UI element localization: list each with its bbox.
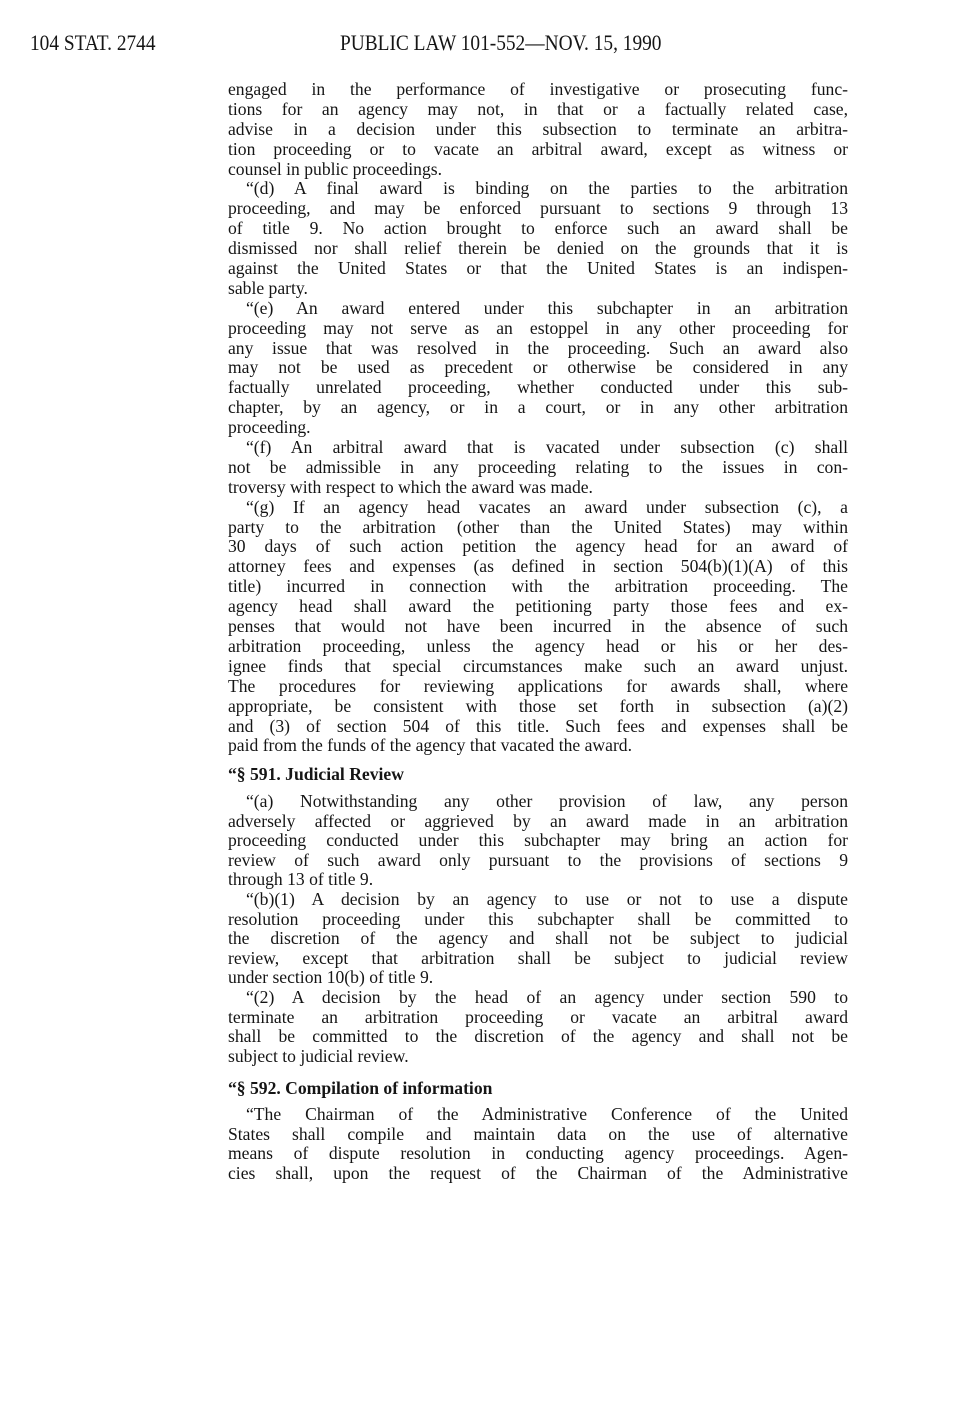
text-line: proceeding conducted under this subchapter may bring an action for	[228, 830, 848, 851]
text-line: chapter, by an agency, or in a court, or in any other arbitration	[228, 397, 848, 418]
text-line: advise in a decision under this subsection to terminate an arbitra-	[228, 118, 848, 139]
paragraph	[228, 792, 848, 890]
text-line: factually unrelated proceeding, whether conducted under this sub-	[228, 377, 848, 398]
text-block-591	[228, 792, 848, 1066]
text-line: through 13 of title 9.	[228, 869, 374, 890]
paragraph	[228, 80, 848, 179]
text-line: terminate an arbitration proceeding or vacate an arbitral award	[228, 1006, 848, 1027]
text-line: review of such award only pursuant to the provisions of sections 9	[228, 849, 848, 870]
running-header: PUBLIC LAW 101-552—NOV. 15, 1990	[340, 30, 662, 55]
text-line: dismissed nor shall relief therein be denied on the grounds that it is	[228, 238, 848, 259]
text-line: attorney fees and expenses (as defined in section 504(b)(1)(A) of this	[228, 556, 848, 577]
text-line: “(b)(1) A decision by an agency to use or not to use a dispute	[246, 888, 848, 909]
text-line: proceeding may not serve as an estoppel in any other proceeding for	[228, 317, 848, 338]
paragraph	[228, 179, 848, 298]
text-block-590-continued	[228, 80, 848, 756]
text-line: review, except that arbitration shall be subject to judicial review	[228, 947, 848, 968]
text-line: adversely affected or aggrieved by an award made in an arbitration	[228, 810, 848, 831]
text-line: may not be used as precedent or otherwise be considered in any	[228, 357, 848, 378]
text-line: States shall compile and maintain data on the use of alternative	[228, 1123, 848, 1144]
paragraph	[228, 1105, 848, 1183]
text-line: and (3) of section 504 of this title. Such fees and expenses shall be	[228, 715, 848, 736]
text-line: title) incurred in connection with the arbitration proceeding. The	[228, 576, 848, 597]
section-heading-592: “§ 592. Compilation of information	[228, 1078, 493, 1098]
text-line: not be admissible in any proceeding relating to the issues in con-	[228, 456, 848, 477]
text-line: “(a) Notwithstanding any other provision of law, any person	[246, 791, 848, 811]
text-line: proceeding, and may be enforced pursuant to sections 9 through 13	[228, 198, 848, 219]
text-line: penses that would not have been incurred in the absence of such	[228, 616, 848, 637]
text-line: engaged in the performance of investigative or prosecuting func-	[228, 79, 848, 99]
paragraph	[228, 299, 848, 438]
text-line: “(2) A decision by the head of an agency under section 590 to	[246, 986, 848, 1007]
text-line: under section 10(b) of title 9.	[228, 967, 434, 988]
text-line: “The Chairman of the Administrative Conference of the United	[246, 1104, 848, 1124]
text-line: counsel in public proceedings.	[228, 158, 443, 179]
text-line: tions for an agency may not, in that or a factually related case,	[228, 98, 848, 119]
text-line: resolution proceeding under this subchapter shall be committed to	[228, 908, 848, 929]
paragraph	[228, 498, 848, 757]
text-line: tion proceeding or to vacate an arbitral award, except as witness or	[228, 138, 848, 159]
text-line: against the United States or that the United States is an indispen-	[228, 258, 848, 279]
text-line: the discretion of the agency and shall not be subject to judicial	[228, 928, 848, 949]
text-line: ignee finds that special circumstances make such an award unjust.	[228, 655, 848, 676]
paragraph	[228, 890, 848, 988]
text-line: proceeding.	[228, 417, 311, 438]
text-line: arbitration proceeding, unless the agency head or his or her des-	[228, 635, 848, 656]
text-line: sable party.	[228, 277, 308, 298]
stat-page-number: 104 STAT. 2744	[30, 30, 156, 55]
text-line: agency head shall award the petitioning party those fees and ex-	[228, 596, 848, 617]
text-line: The procedures for reviewing applications for awards shall, where	[228, 675, 848, 696]
text-line: appropriate, be consistent with those set forth in subsection (a)(2)	[228, 695, 848, 716]
text-line: troversy with respect to which the award was made.	[228, 476, 593, 497]
text-line: means of dispute resolution in conducting agency proceedings. Agen-	[228, 1143, 848, 1164]
text-line: 30 days of such action petition the agency head for an award of	[228, 536, 848, 557]
text-line: subject to judicial review.	[228, 1045, 409, 1066]
text-line: cies shall, upon the request of the Chairman of the Administrative	[228, 1162, 848, 1183]
text-line: party to the arbitration (other than the United States) may within	[228, 516, 848, 537]
text-block-592	[228, 1105, 848, 1183]
text-line: “(f) An arbitral award that is vacated under subsection (c) shall	[246, 437, 848, 458]
text-line: “(g) If an agency head vacates an award under subsection (c), a	[246, 496, 848, 517]
text-line: “(d) A final award is binding on the parties to the arbitration	[246, 178, 848, 199]
paragraph	[228, 988, 848, 1066]
text-line: shall be committed to the discretion of the agency and shall not be	[228, 1026, 848, 1047]
text-line: any issue that was resolved in the proceeding. Such an award also	[228, 337, 848, 358]
text-line: paid from the funds of the agency that vacated the award.	[228, 735, 633, 756]
text-line: “(e) An award entered under this subchapter in an arbitration	[246, 297, 848, 318]
section-heading-591: “§ 591. Judicial Review	[228, 764, 404, 784]
paragraph	[228, 438, 848, 498]
text-line: of title 9. No action brought to enforce such an award shall be	[228, 218, 848, 239]
